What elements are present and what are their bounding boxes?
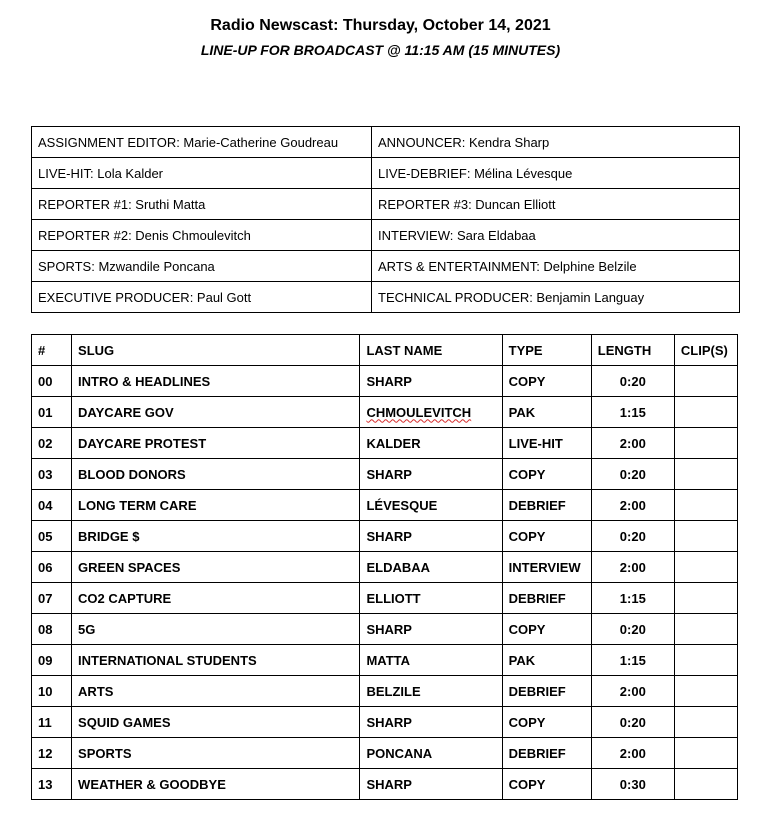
type-cell: PAK	[502, 397, 591, 428]
length-cell: 0:30	[591, 769, 674, 800]
type-cell: DEBRIEF	[502, 676, 591, 707]
length-cell: 1:15	[591, 583, 674, 614]
clips-cell	[674, 738, 737, 769]
clips-cell	[674, 707, 737, 738]
staff-cell-left: EXECUTIVE PRODUCER: Paul Gott	[32, 282, 372, 313]
row-number: 02	[32, 428, 72, 459]
row-number: 07	[32, 583, 72, 614]
last-name-cell: KALDER	[360, 428, 502, 459]
last-name-cell: ELDABAA	[360, 552, 502, 583]
last-name-cell	[360, 397, 502, 428]
header-type: TYPE	[502, 335, 591, 366]
length-cell: 1:15	[591, 397, 674, 428]
clips-cell	[674, 583, 737, 614]
length-cell: 2:00	[591, 552, 674, 583]
length-cell: 2:00	[591, 738, 674, 769]
length-cell: 0:20	[591, 366, 674, 397]
clips-cell	[674, 645, 737, 676]
row-number: 04	[32, 490, 72, 521]
clips-cell	[674, 521, 737, 552]
row-number: 08	[32, 614, 72, 645]
table-row	[32, 738, 738, 769]
row-number: 12	[32, 738, 72, 769]
type-cell: INTERVIEW	[502, 552, 591, 583]
row-number: 00	[32, 366, 72, 397]
slug-cell: 5G	[72, 614, 360, 645]
lineup-table	[31, 334, 738, 800]
table-row	[32, 428, 738, 459]
last-name-cell: LÉVESQUE	[360, 490, 502, 521]
header-clips: CLIP(S)	[674, 335, 737, 366]
last-name-cell: ELLIOTT	[360, 583, 502, 614]
type-cell: COPY	[502, 707, 591, 738]
type-cell: COPY	[502, 459, 591, 490]
staff-cell-right: INTERVIEW: Sara Eldabaa	[372, 220, 740, 251]
clips-cell	[674, 428, 737, 459]
type-cell: PAK	[502, 645, 591, 676]
slug-cell: CO2 CAPTURE	[72, 583, 360, 614]
slug-cell: WEATHER & GOODBYE	[72, 769, 360, 800]
length-cell: 0:20	[591, 707, 674, 738]
staff-row	[32, 158, 740, 189]
slug-cell: BRIDGE $	[72, 521, 360, 552]
spellcheck-flagged-text: CHMOULEVITCH	[366, 404, 472, 420]
length-cell: 0:20	[591, 614, 674, 645]
staff-cell-left: ASSIGNMENT EDITOR: Marie-Catherine Goudreau	[32, 127, 372, 158]
last-name-cell: PONCANA	[360, 738, 502, 769]
type-cell: DEBRIEF	[502, 583, 591, 614]
staff-cell-left: REPORTER #2: Denis Chmoulevitch	[32, 220, 372, 251]
staff-cell-left: SPORTS: Mzwandile Poncana	[32, 251, 372, 282]
clips-cell	[674, 552, 737, 583]
type-cell: LIVE-HIT	[502, 428, 591, 459]
length-cell: 2:00	[591, 428, 674, 459]
staff-cell-right: REPORTER #3: Duncan Elliott	[372, 189, 740, 220]
slug-cell: INTRO & HEADLINES	[72, 366, 360, 397]
staff-cell-left: LIVE-HIT: Lola Kalder	[32, 158, 372, 189]
staff-table-body	[32, 127, 740, 313]
clips-cell	[674, 676, 737, 707]
table-row	[32, 459, 738, 490]
staff-row	[32, 282, 740, 313]
page-title: Radio Newscast: Thursday, October 14, 2021	[210, 17, 551, 34]
row-number: 06	[32, 552, 72, 583]
slug-cell: SPORTS	[72, 738, 360, 769]
staff-cell-left: REPORTER #1: Sruthi Matta	[32, 189, 372, 220]
last-name-cell: SHARP	[360, 459, 502, 490]
staff-cell-right: LIVE-DEBRIEF: Mélina Lévesque	[372, 158, 740, 189]
clips-cell	[674, 366, 737, 397]
length-cell: 0:20	[591, 459, 674, 490]
row-number: 13	[32, 769, 72, 800]
staff-cell-right: ARTS & ENTERTAINMENT: Delphine Belzile	[372, 251, 740, 282]
type-cell: DEBRIEF	[502, 738, 591, 769]
staff-row	[32, 251, 740, 282]
slug-cell: LONG TERM CARE	[72, 490, 360, 521]
type-cell: COPY	[502, 366, 591, 397]
table-row	[32, 676, 738, 707]
staff-cell-right: ANNOUNCER: Kendra Sharp	[372, 127, 740, 158]
clips-cell	[674, 459, 737, 490]
lineup-header-row	[32, 335, 738, 366]
table-row	[32, 397, 738, 428]
table-row	[32, 490, 738, 521]
staff-table	[31, 126, 740, 313]
last-name-cell: MATTA	[360, 645, 502, 676]
header-length: LENGTH	[591, 335, 674, 366]
clips-cell	[674, 614, 737, 645]
slug-cell: ARTS	[72, 676, 360, 707]
slug-cell: SQUID GAMES	[72, 707, 360, 738]
staff-row	[32, 127, 740, 158]
header-slug: SLUG	[72, 335, 360, 366]
length-cell: 0:20	[591, 521, 674, 552]
table-row	[32, 521, 738, 552]
clips-cell	[674, 769, 737, 800]
row-number: 11	[32, 707, 72, 738]
table-row	[32, 614, 738, 645]
table-row	[32, 366, 738, 397]
slug-cell: BLOOD DONORS	[72, 459, 360, 490]
slug-cell: DAYCARE GOV	[72, 397, 360, 428]
last-name-cell: SHARP	[360, 707, 502, 738]
type-cell: COPY	[502, 521, 591, 552]
page-subtitle: LINE-UP FOR BROADCAST @ 11:15 AM (15 MINUTES)	[200, 42, 561, 58]
header-number: #	[32, 335, 72, 366]
last-name-cell: SHARP	[360, 769, 502, 800]
clips-cell	[674, 490, 737, 521]
table-row	[32, 707, 738, 738]
row-number: 05	[32, 521, 72, 552]
slug-cell: DAYCARE PROTEST	[72, 428, 360, 459]
type-cell: COPY	[502, 614, 591, 645]
table-row	[32, 769, 738, 800]
row-number: 10	[32, 676, 72, 707]
length-cell: 1:15	[591, 645, 674, 676]
staff-row	[32, 220, 740, 251]
last-name-cell: BELZILE	[360, 676, 502, 707]
table-row	[32, 552, 738, 583]
clips-cell	[674, 397, 737, 428]
last-name-cell: SHARP	[360, 614, 502, 645]
row-number: 09	[32, 645, 72, 676]
length-cell: 2:00	[591, 490, 674, 521]
row-number: 03	[32, 459, 72, 490]
header-last-name: LAST NAME	[360, 335, 502, 366]
type-cell: DEBRIEF	[502, 490, 591, 521]
slug-cell: INTERNATIONAL STUDENTS	[72, 645, 360, 676]
last-name-cell: SHARP	[360, 521, 502, 552]
lineup-table-body	[32, 335, 738, 800]
last-name-cell: SHARP	[360, 366, 502, 397]
row-number: 01	[32, 397, 72, 428]
staff-cell-right: TECHNICAL PRODUCER: Benjamin Languay	[372, 282, 740, 313]
slug-cell: GREEN SPACES	[72, 552, 360, 583]
type-cell: COPY	[502, 769, 591, 800]
table-row	[32, 645, 738, 676]
staff-row	[32, 189, 740, 220]
length-cell: 2:00	[591, 676, 674, 707]
table-row	[32, 583, 738, 614]
